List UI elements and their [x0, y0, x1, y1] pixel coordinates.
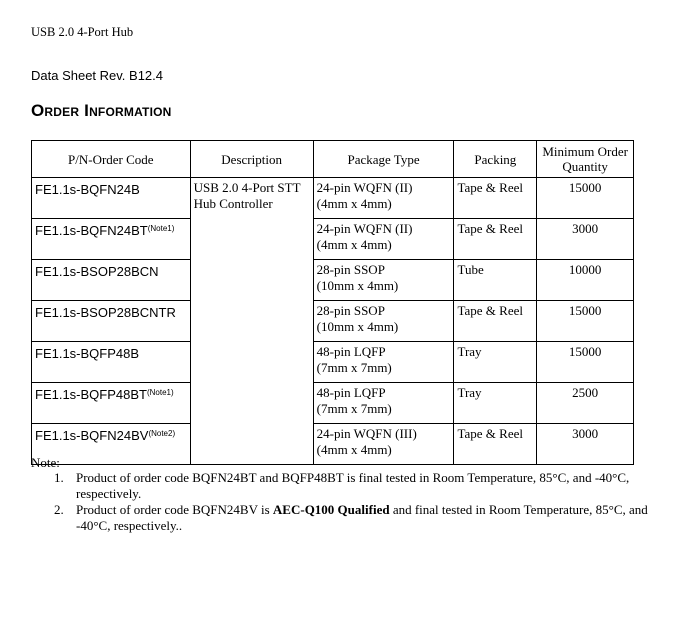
packing-cell: Tray	[454, 342, 537, 383]
min-order-qty-cell: 2500	[537, 383, 634, 424]
package-size: (10mm x 4mm)	[316, 319, 399, 334]
column-header-description: Description	[190, 141, 313, 178]
order-code: FE1.1s-BSOP28BCN	[35, 264, 159, 279]
min-order-qty-cell: 3000	[537, 424, 634, 465]
note-item	[54, 470, 680, 502]
column-header-package-type: Package Type	[313, 141, 454, 178]
section-title: Order Information	[31, 101, 172, 120]
order-code-cell	[32, 342, 191, 383]
package-name: 24-pin WQFN (III)	[316, 426, 417, 441]
package-type-cell	[313, 383, 454, 424]
packing-cell: Tape & Reel	[454, 424, 537, 465]
package-size: (7mm x 7mm)	[316, 401, 392, 416]
package-type-cell	[313, 260, 454, 301]
min-order-qty-cell: 10000	[537, 260, 634, 301]
note-qualification: AEC-Q100 Qualified	[272, 502, 390, 517]
order-code-cell	[32, 178, 191, 219]
package-size: (10mm x 4mm)	[316, 278, 399, 293]
package-size: (7mm x 7mm)	[316, 360, 392, 375]
order-code-cell	[32, 301, 191, 342]
order-code: FE1.1s-BSOP28BCNTR	[35, 305, 176, 320]
packing-cell: Tape & Reel	[454, 178, 537, 219]
table-row	[32, 424, 634, 465]
note-text-tail: and final tested in Room Temperature, 85°C, and -40°C, respectively..	[76, 502, 648, 533]
order-code: FE1.1s-BQFN24BT	[35, 223, 148, 238]
package-type-cell	[313, 178, 454, 219]
order-code-cell	[32, 260, 191, 301]
notes-list	[31, 470, 680, 534]
table-row	[32, 383, 634, 424]
table-row	[32, 301, 634, 342]
package-name: 28-pin SSOP	[316, 262, 385, 277]
order-code-cell	[32, 219, 191, 260]
package-size: (4mm x 4mm)	[316, 442, 392, 457]
note-reference: (Note1)	[147, 224, 175, 233]
package-type-cell	[313, 342, 454, 383]
note-number: 2.	[54, 502, 64, 517]
note-reference: (Note2)	[148, 429, 176, 438]
package-name: 48-pin LQFP	[316, 344, 386, 359]
order-code: FE1.1s-BQFN24B	[35, 182, 140, 197]
package-type-cell	[313, 424, 454, 465]
note-text: Product of order code BQFN24BT and BQFP48BT is final tested in Room Temperature, 85°C, and -40°C, respectively.	[76, 470, 630, 501]
table-row	[32, 219, 634, 260]
packing-cell: Tray	[454, 383, 537, 424]
column-header-min-order-qty: Minimum Order Quantity	[537, 141, 634, 178]
min-order-qty-cell: 15000	[537, 342, 634, 383]
packing-cell: Tape & Reel	[454, 301, 537, 342]
table-row	[32, 260, 634, 301]
order-code: FE1.1s-BQFP48BT	[35, 387, 147, 402]
note-reference: (Note1)	[146, 388, 174, 397]
min-order-qty-cell: 3000	[537, 219, 634, 260]
packing-cell: Tape & Reel	[454, 219, 537, 260]
table-header-row	[32, 141, 634, 178]
package-type-cell	[313, 301, 454, 342]
order-code: FE1.1s-BQFP48B	[35, 346, 140, 361]
package-name: 24-pin WQFN (II)	[316, 180, 413, 195]
column-header-packing: Packing	[454, 141, 537, 178]
package-name: 48-pin LQFP	[316, 385, 386, 400]
note-item	[54, 502, 680, 534]
packing-cell: Tube	[454, 260, 537, 301]
table-row	[32, 178, 634, 219]
order-code-cell	[32, 383, 191, 424]
document-title: USB 2.0 4-Port Hub	[31, 25, 134, 39]
package-size: (4mm x 4mm)	[316, 196, 392, 211]
min-order-qty-cell: 15000	[537, 178, 634, 219]
order-table	[31, 140, 634, 465]
table-row	[32, 342, 634, 383]
package-type-cell	[313, 219, 454, 260]
column-header-order-code: P/N-Order Code	[32, 141, 191, 178]
package-name: 28-pin SSOP	[316, 303, 385, 318]
revision-label: Data Sheet Rev. B12.4	[31, 68, 164, 83]
note-text-lead: Product of order code BQFN24BV is	[76, 502, 273, 517]
notes-title: Note:	[31, 455, 60, 470]
min-order-qty-cell: 15000	[537, 301, 634, 342]
order-code: FE1.1s-BQFN24BV	[35, 428, 149, 443]
package-size: (4mm x 4mm)	[316, 237, 392, 252]
note-number: 1.	[54, 470, 64, 485]
description-cell: USB 2.0 4-Port STT Hub Controller	[190, 178, 313, 465]
package-name: 24-pin WQFN (II)	[316, 221, 413, 236]
